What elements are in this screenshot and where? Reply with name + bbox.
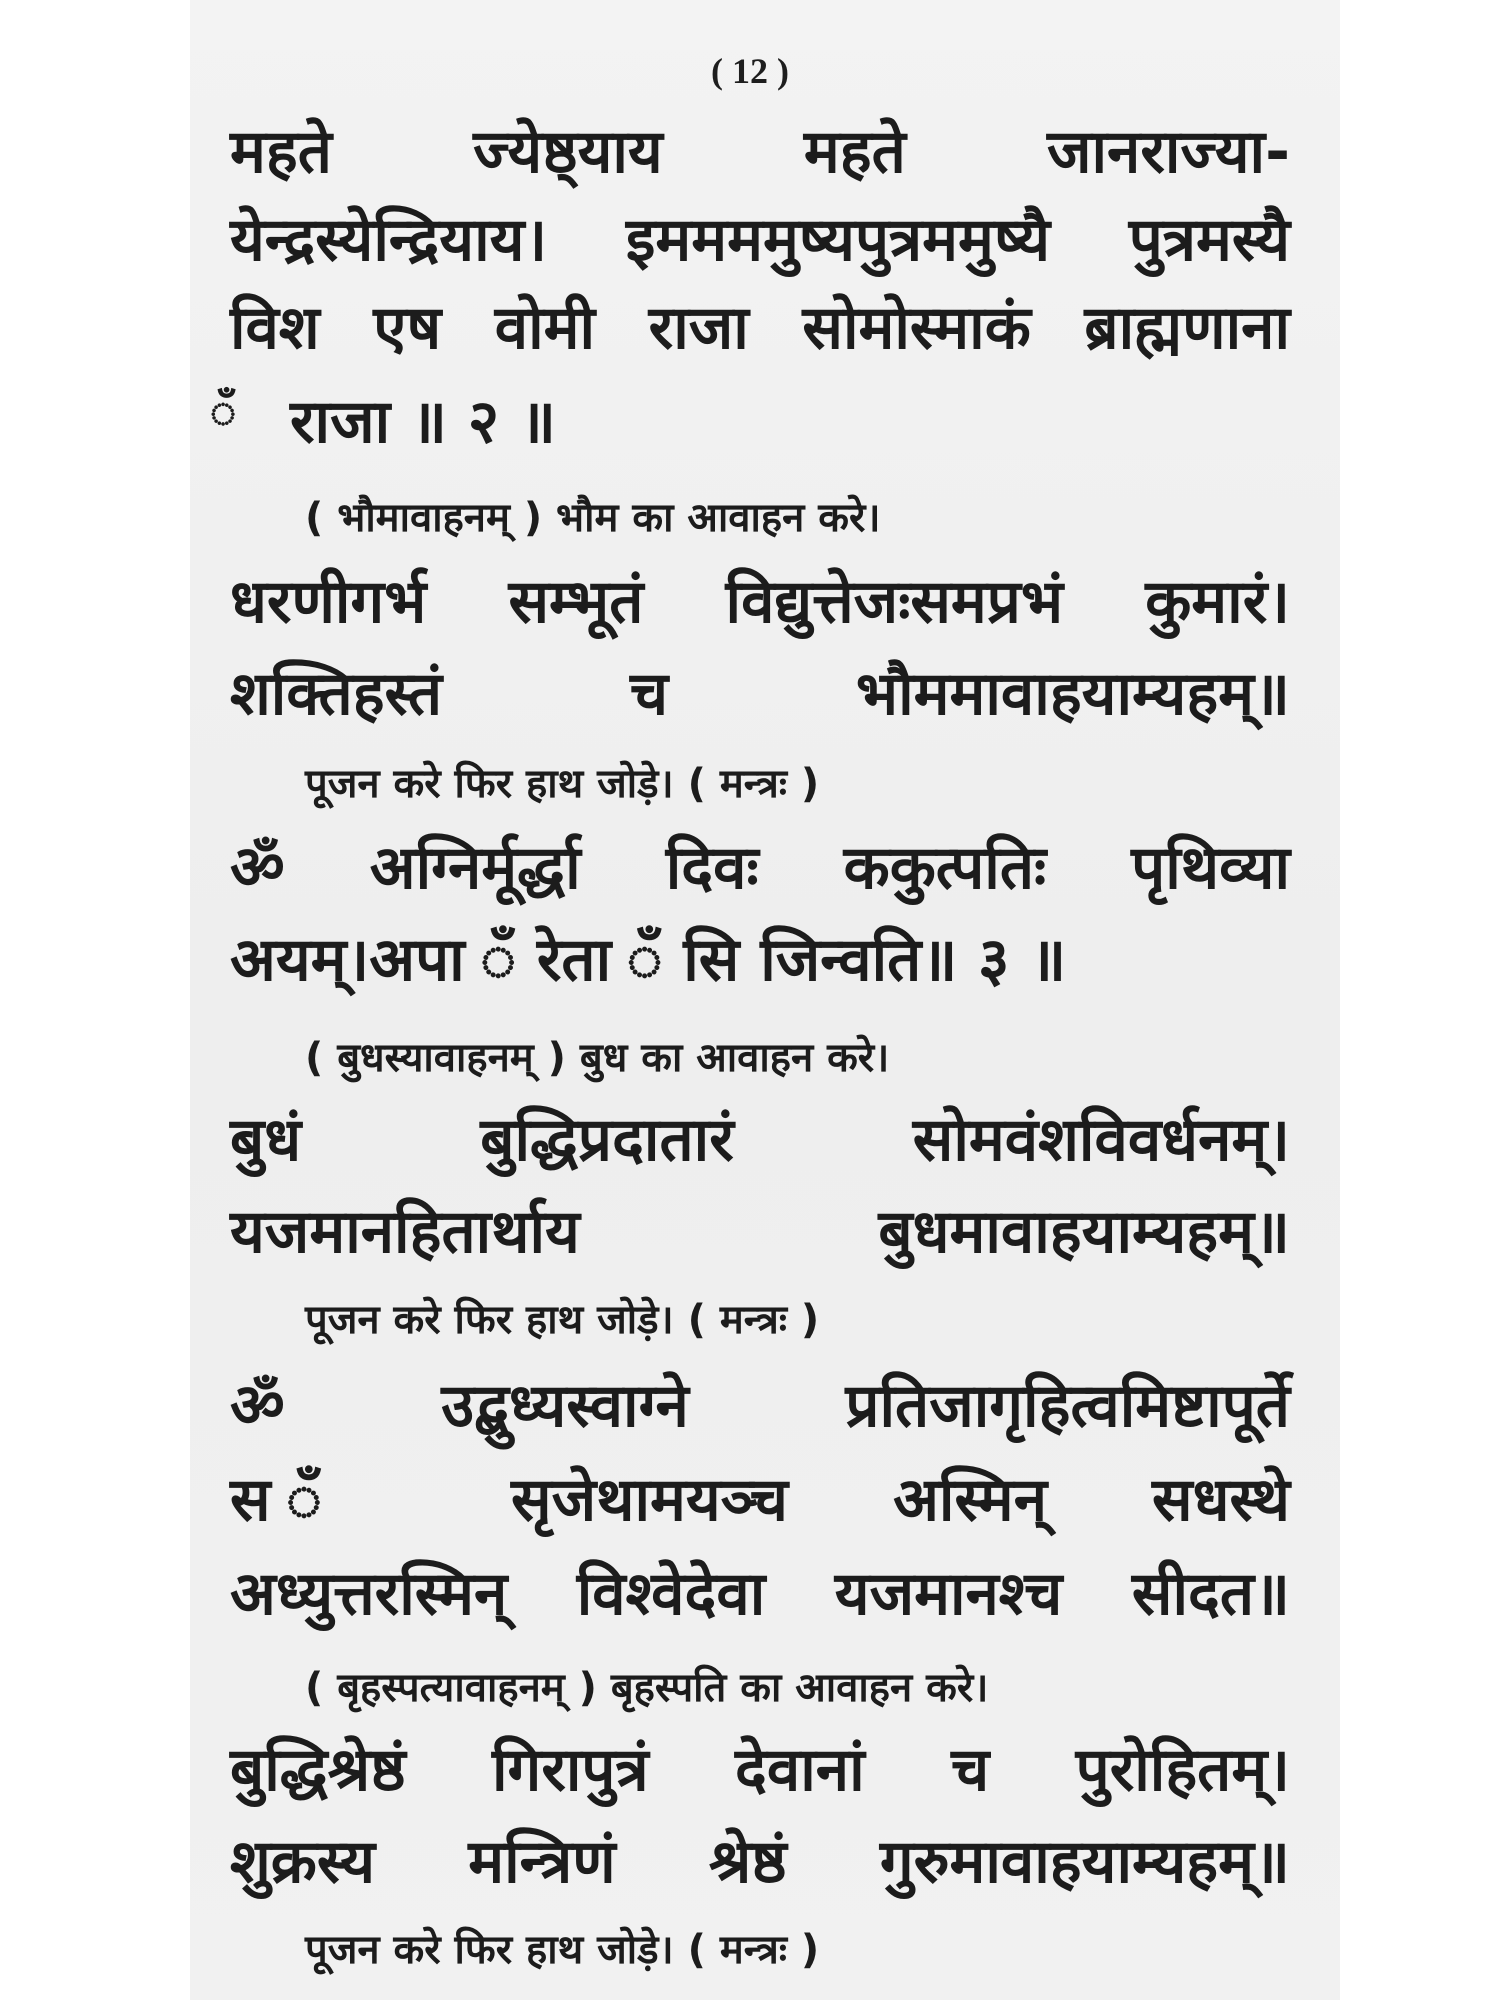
section-heading: ( बृहस्पत्यावाहनम् ) बृहस्पति का आवाहन करे। [305, 1665, 989, 1711]
instruction-note: पूजन करे फिर हाथ जोड़े। ( मन्त्रः ) [305, 1927, 820, 1973]
verse-line: शक्तिहस्तं च भौममावाहयाम्यहम्॥ [230, 659, 1290, 729]
section-heading: ( बुधस्यावाहनम् ) बुध का आवाहन करे। [305, 1035, 890, 1081]
verse-line: ॐ उद्बुध्यस्वाग्ने प्रतिजागृहित्वमिष्टापूर्ते [230, 1371, 1290, 1441]
verse-line: अध्युत्तरस्मिन् विश्वेदेवा यजमानश्च सीदत॥ [230, 1559, 1290, 1629]
verse-line: यजमानहितार्थाय बुधमावाहयाम्यहम्॥ [230, 1197, 1290, 1267]
verse-line: ॐ अग्निर्मूर्द्धा दिवः ककुत्पतिः पृथिव्या [230, 833, 1290, 903]
verse-line: धरणीगर्भ सम्भूतं विद्युत्तेजःसमप्रभं कुमारं। [230, 567, 1290, 637]
section-heading: ( भौमावाहनम् ) भौम का आवाहन करे। [305, 495, 881, 541]
instruction-note: पूजन करे फिर हाथ जोड़े। ( मन्त्रः ) [305, 1297, 820, 1343]
instruction-note: पूजन करे फिर हाथ जोड़े। ( मन्त्रः ) [305, 761, 820, 807]
verse-line: महते ज्येष्ठ्याय महते जानराज्या- [230, 117, 1290, 187]
verse-line: बुद्धिश्रेष्ठं गिरापुत्रं देवानां च पुरोहितम्। [230, 1735, 1290, 1805]
verse-line: अयम्।अपा ँ रेता ँ सि जिन्वति॥ ३ ॥ [230, 925, 1067, 995]
verse-line: विश एष वोमी राजा सोमोस्माकं ब्राह्मणाना [230, 293, 1290, 363]
verse-line: येन्द्रस्येन्द्रियाय। इममममुष्यपुत्रममुष्यै पुत्रमस्यै [230, 205, 1290, 275]
chandrabindu-mark: ँ [210, 387, 237, 438]
verse-line: बुधं बुद्धिप्रदातारं सोमवंशविवर्धनम्। [230, 1105, 1290, 1175]
verse-line: राजा ॥ २ ॥ [290, 387, 556, 457]
page-number: ( 12 ) [711, 51, 789, 91]
verse-line: स ँ सृजेथामयञ्च अस्मिन् सधस्थे [230, 1465, 1290, 1535]
verse-line: शुक्रस्य मन्त्रिणं श्रेष्ठं गुरुमावाहयाम्यहम्॥ [230, 1827, 1290, 1897]
